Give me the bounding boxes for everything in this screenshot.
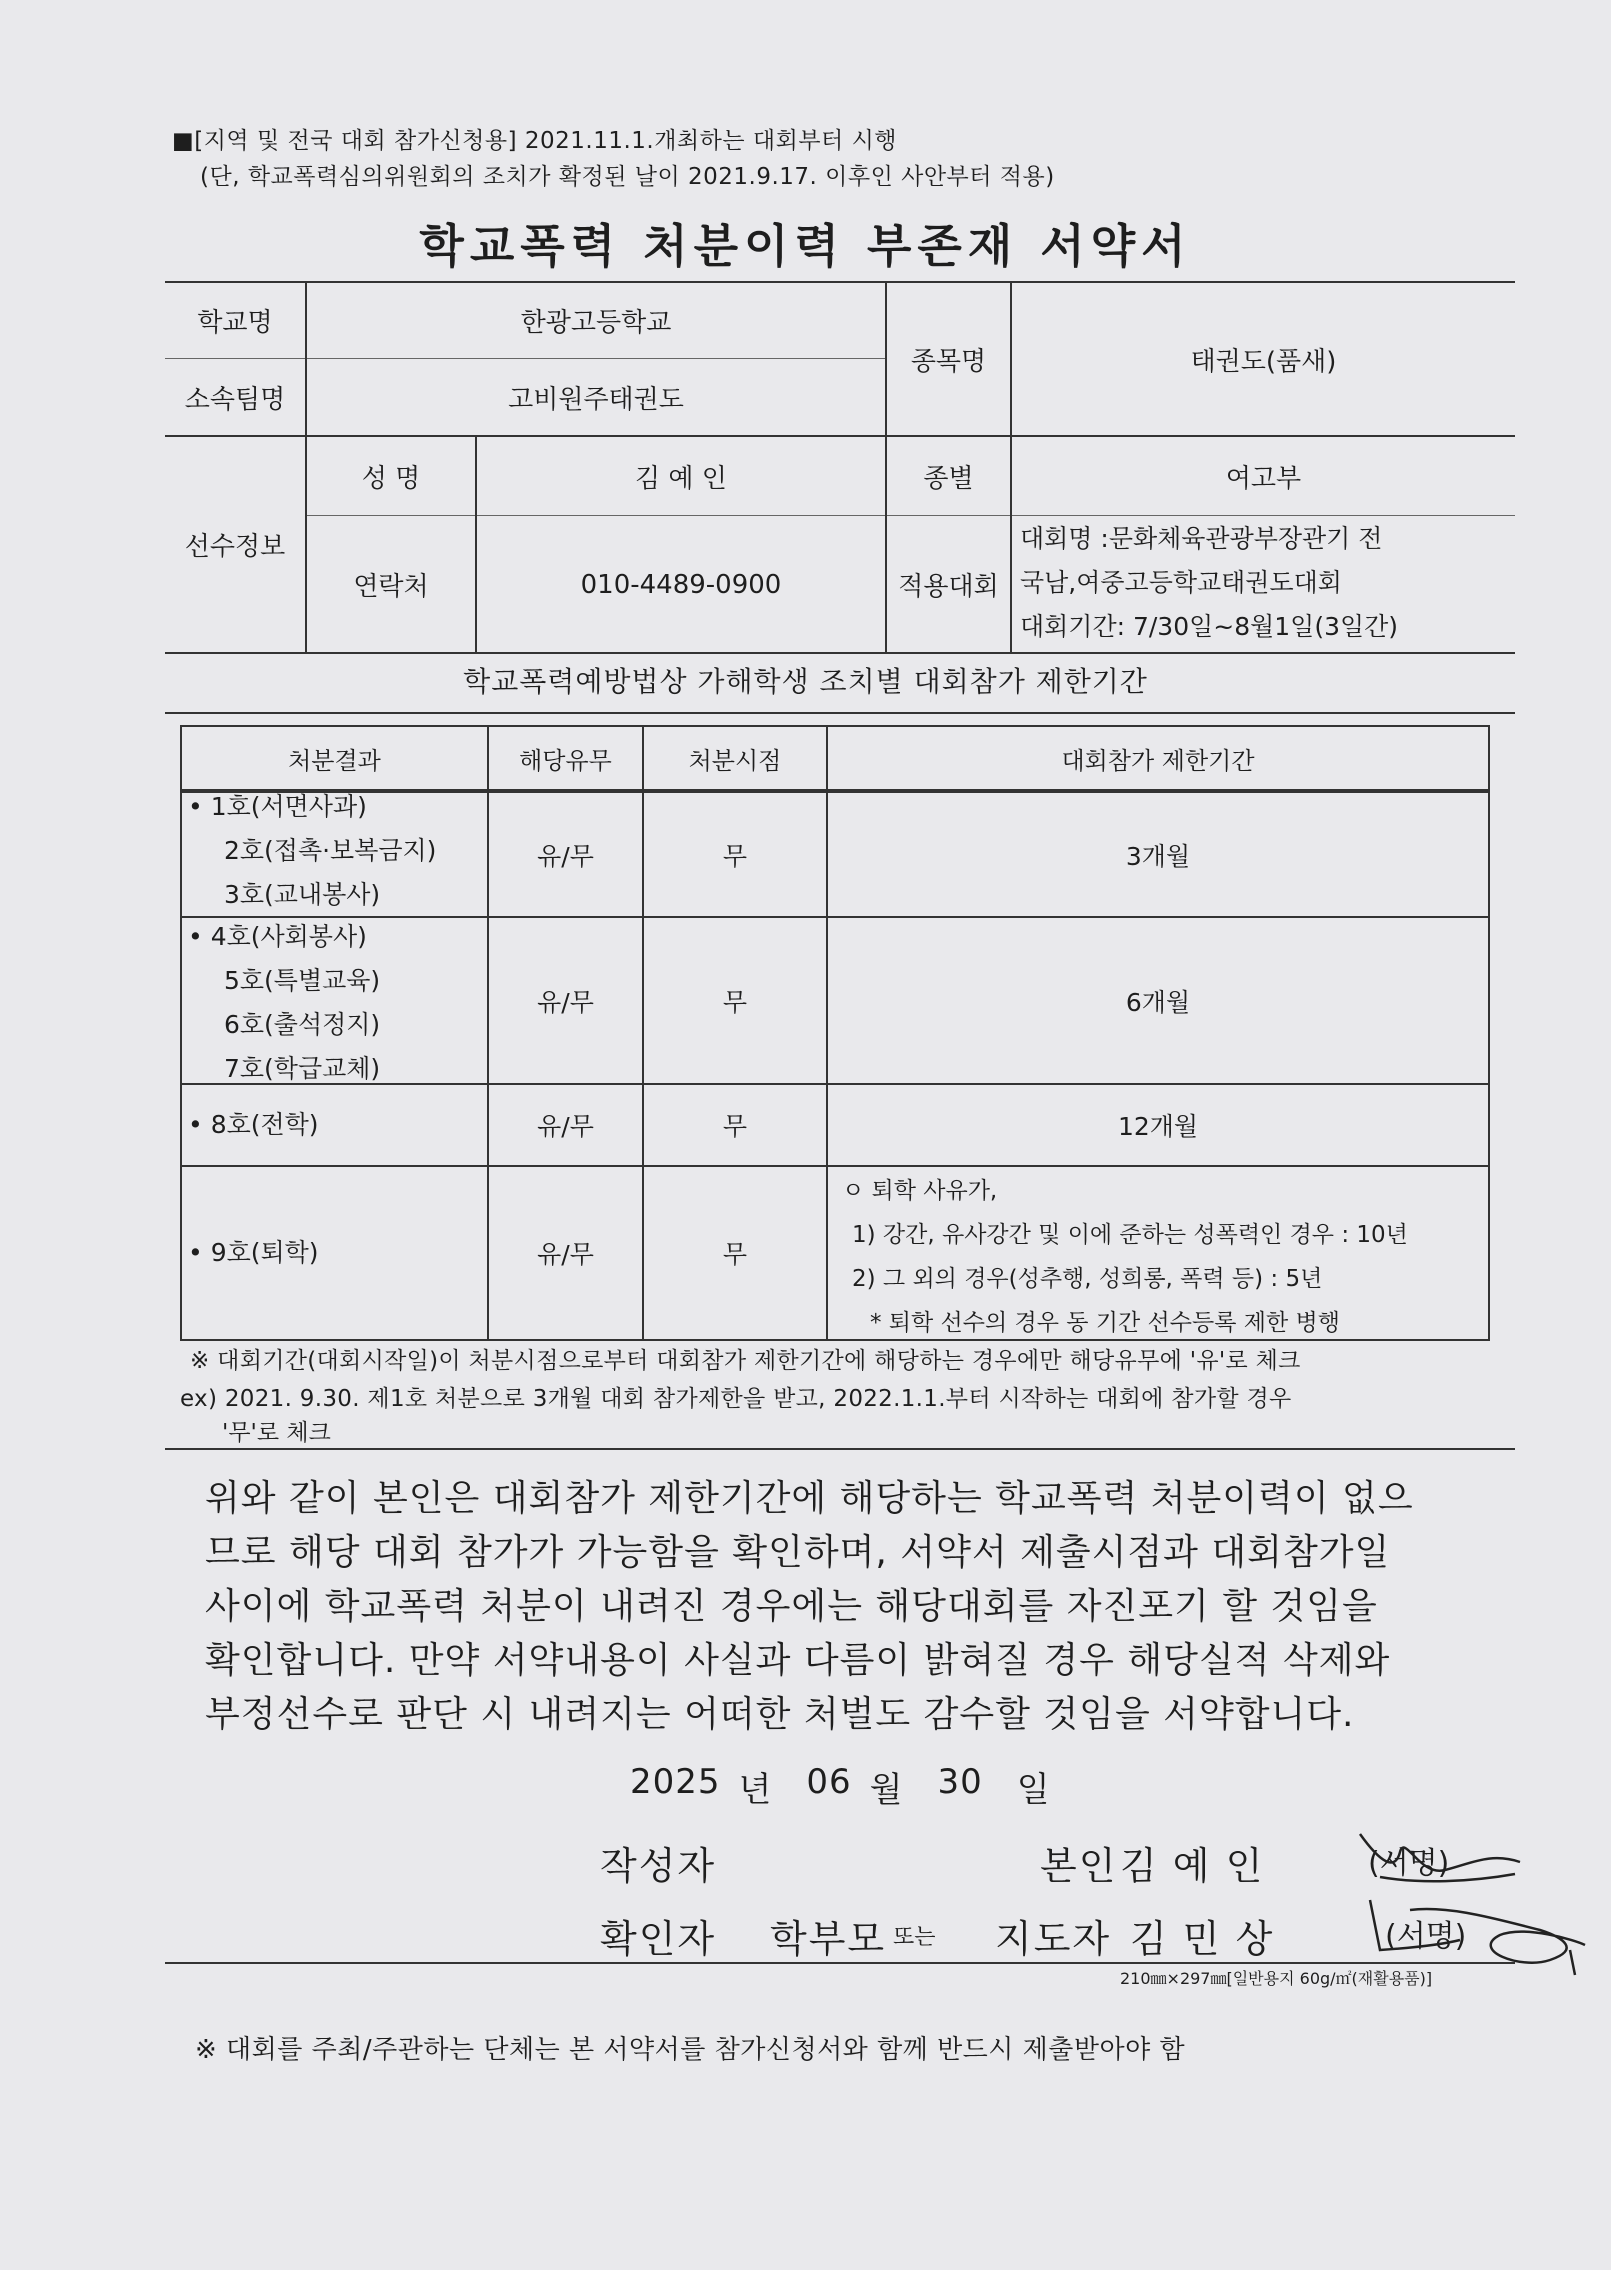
footnote-2: ex) 2021. 9.30. 제1호 처분으로 3개월 대회 참가제한을 받고, 2022.1.1.부터 시작하는 대회에 참가할 경우	[180, 1386, 1292, 1412]
event-label: 종목명	[910, 346, 987, 377]
team-value: 고비원주태권도	[508, 385, 684, 415]
gender-value: 여고부	[1225, 463, 1302, 494]
competition-period: 대회기간: 7/30일~8월1일(3일간)	[1020, 612, 1399, 641]
footer-note: ※ 대회를 주최/주관하는 단체는 본 서약서를 참가신청서와 함께 반드시 제출받아야 함	[195, 2035, 1186, 2065]
school-value: 한광고등학교	[520, 308, 672, 338]
table-row-3-period: 12개월	[1117, 1112, 1199, 1141]
date-day-unit: 일	[1016, 1770, 1051, 1810]
table-row-1-period: 3개월	[1125, 841, 1191, 871]
pledge-line-3: 사이에 학교폭력 처분이 내려진 경우에는 해당대회를 자진포기 할 것임을	[205, 1586, 1378, 1627]
list-item: 3호(교내봉사)	[224, 880, 381, 909]
date-month: 06	[806, 1762, 852, 1802]
list-item: 7호(학급교체)	[224, 1054, 381, 1083]
list-item: * 퇴학 선수의 경우 동 기간 선수등록 제한 병행	[870, 1310, 1340, 1336]
competition-name-line2: 국남,여중고등학교태권도대회	[1020, 568, 1342, 597]
table-row-1-result	[188, 785, 436, 917]
top-note-1: ■[지역 및 전국 대회 참가신청용] 2021.11.1.개최하는 대회부터 시행	[172, 128, 898, 154]
list-item: • 1호(서면사과)	[188, 792, 367, 821]
col-applicable-header: 해당유무	[519, 746, 612, 775]
contact-value: 010-4489-0900	[580, 569, 782, 600]
team-label: 소속팀명	[184, 385, 286, 415]
self-signature-scribble	[1350, 1822, 1530, 1892]
competition-value	[1020, 517, 1515, 649]
col-period-header: 대회참가 제한기간	[1061, 746, 1255, 775]
list-item: • 8호(전학)	[188, 1110, 319, 1139]
pledge-date	[630, 1762, 1051, 1811]
parent-label: 학부모	[770, 1917, 887, 1961]
date-month-unit: 월	[869, 1770, 904, 1810]
contact-label: 연락처	[353, 572, 429, 602]
date-year-unit: 년	[738, 1770, 773, 1810]
coach-label: 지도자	[995, 1917, 1112, 1961]
paper-spec: 210㎜×297㎜[일반용지 60g/㎡(재활용품)]	[1120, 1969, 1433, 1988]
list-item: 5호(특별교육)	[224, 966, 381, 995]
list-item: 2호(접촉·보복금지)	[224, 836, 437, 865]
gender-label: 종별	[923, 463, 974, 494]
name-value: 김 예 인	[635, 463, 727, 494]
restriction-table	[180, 725, 1490, 1341]
player-info-label: 선수정보	[184, 532, 286, 562]
col-result-header: 처분결과	[288, 746, 381, 775]
competition-name-line1: 대회명 :문화체육관광부장관기 전	[1020, 524, 1383, 553]
self-name: 김 예 인	[1120, 1844, 1265, 1888]
list-item: 2) 그 외의 경우(성추행, 성희롱, 폭력 등) : 5년	[852, 1266, 1323, 1292]
table-row-3-result	[188, 1103, 319, 1147]
table-row-2-period: 6개월	[1125, 987, 1191, 1017]
pledge-line-1: 위와 같이 본인은 대회참가 제한기간에 해당하는 학교폭력 처분이력이 없으	[205, 1478, 1414, 1519]
date-day: 30	[937, 1762, 983, 1802]
document-title: 학교폭력 처분이력 부존재 서약서	[419, 219, 1192, 273]
table-row-4-period	[842, 1169, 1482, 1345]
school-label: 학교명	[197, 308, 273, 338]
table-row-1-applicable: 유/무	[537, 841, 594, 871]
name-label: 성 명	[361, 463, 421, 494]
table-row-4-time: 무	[722, 1240, 748, 1269]
coach-name: 김 민 상	[1130, 1917, 1275, 1961]
self-label: 본인	[1040, 1844, 1118, 1888]
table-row-4-applicable: 유/무	[537, 1240, 594, 1269]
footnote-3: '무'로 체크	[222, 1420, 331, 1446]
or-label: 또는	[893, 1925, 936, 1950]
list-item: 1) 강간, 유사강간 및 이에 준하는 성폭력인 경우 : 10년	[852, 1222, 1408, 1248]
table-row-2-applicable: 유/무	[537, 987, 594, 1017]
table-row-3-time: 무	[722, 1112, 748, 1141]
col-time-header: 처분시점	[688, 746, 782, 775]
pledge-line-5: 부정선수로 판단 시 내려지는 어떠한 처벌도 감수할 것임을 서약합니다.	[205, 1694, 1355, 1735]
table-row-4-result	[188, 1231, 319, 1275]
competition-label: 적용대회	[898, 572, 999, 602]
pledge-line-4: 확인합니다. 만약 서약내용이 사실과 다름이 밝혀질 경우 해당실적 삭제와	[205, 1640, 1391, 1681]
date-year: 2025	[630, 1762, 721, 1802]
list-item: • 4호(사회봉사)	[188, 922, 367, 951]
list-item: ㅇ 퇴학 사유가,	[842, 1178, 998, 1204]
table-row-1-time: 무	[722, 841, 748, 871]
pledge-line-2: 므로 해당 대회 참가가 가능함을 확인하며, 서약서 제출시점과 대회참가일	[205, 1532, 1391, 1573]
event-value: 태권도(품새)	[1190, 346, 1337, 377]
top-note-2: (단, 학교폭력심의위원회의 조치가 확정된 날이 2021.9.17. 이후인 사안부터 적용)	[200, 164, 1055, 190]
coach-sign-placeholder: (서명)	[1385, 1919, 1467, 1954]
pledge-paragraph	[205, 1472, 1505, 1742]
author-label: 작성자	[600, 1844, 717, 1888]
list-item: • 9호(퇴학)	[188, 1238, 319, 1267]
confirm-label: 확인자	[600, 1917, 717, 1961]
table-row-3-applicable: 유/무	[537, 1112, 594, 1141]
table-row-2-time: 무	[722, 987, 748, 1017]
list-item: 6호(출석정지)	[224, 1010, 381, 1039]
self-sign-placeholder: (서명)	[1368, 1846, 1450, 1881]
footnote-1: ※ 대회기간(대회시작일)이 처분시점으로부터 대회참가 제한기간에 해당하는 경우에만 해당유무에 '유'로 체크	[190, 1348, 1301, 1374]
table-row-2-result	[188, 915, 380, 1091]
restriction-heading: 학교폭력예방법상 가해학생 조치별 대회참가 제한기간	[463, 665, 1148, 698]
